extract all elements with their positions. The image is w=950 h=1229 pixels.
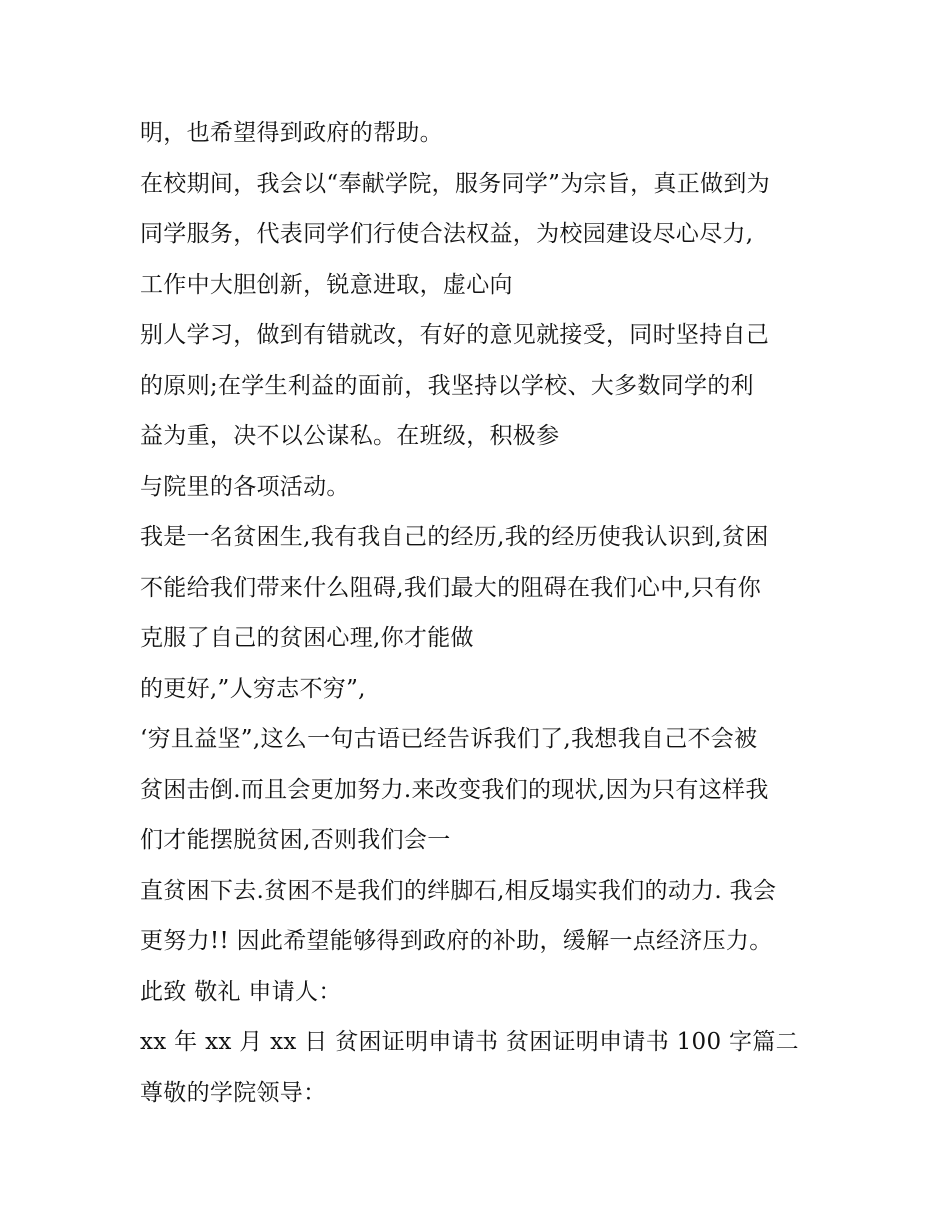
text-line: 们才能摆脱贫困,否则我们会一 xyxy=(140,827,451,853)
text-line: 更努力!! 因此希望能够得到政府的补助，缓解一点经济压力。 xyxy=(140,928,773,954)
document-body xyxy=(140,108,840,1118)
text-line: 直贫困下去.贫困不是我们的绊脚石,相反塌实我们的动力. 我会 xyxy=(140,877,777,904)
text-line: 益为重，决不以公谋私。在班级，积极参 xyxy=(140,423,560,449)
text-line: 尊敬的学院领导： xyxy=(140,1079,327,1106)
text-line: xx 年 xx 月 xx 日 贫困证明申请书 贫困证明申请书 100 字篇二 xyxy=(140,1029,799,1055)
text-line: 我是一名贫困生,我有我自己的经历,我的经历使我认识到,贫困 xyxy=(140,524,769,550)
text-line: 的原则;在学生利益的面前，我坚持以学校、大多数同学的利 xyxy=(140,372,754,399)
text-line: 明，也希望得到政府的帮助。 xyxy=(140,120,443,146)
text-line: 此致 敬礼 申请人： xyxy=(140,978,342,1005)
text-line: 克服了自己的贫困心理,你才能做 xyxy=(140,625,474,651)
text-line: 工作中大胆创新，锐意进取，虚心向 xyxy=(140,271,513,298)
text-line: 在校期间，我会以“奉献学院，服务同学”为宗旨，真正做到为 xyxy=(140,170,770,197)
text-line: ‘穷且益坚”,这么一句古语已经告诉我们了,我想我自己不会被 xyxy=(140,726,758,752)
text-line: 同学服务，代表同学们行使合法权益，为校园建设尽心尽力, xyxy=(140,221,754,247)
text-line: 贫困击倒.而且会更加努力.来改变我们的现状,因为只有这样我 xyxy=(140,776,769,803)
text-line: 别人学习，做到有错就改，有好的意见就接受，同时坚持自己 xyxy=(140,322,770,348)
text-line: 与院里的各项活动。 xyxy=(140,473,350,500)
text-line: 不能给我们带来什么阻碍,我们最大的阻碍在我们心中,只有你 xyxy=(140,574,762,601)
text-line: 的更好,”人穷志不穷”, xyxy=(140,675,366,702)
